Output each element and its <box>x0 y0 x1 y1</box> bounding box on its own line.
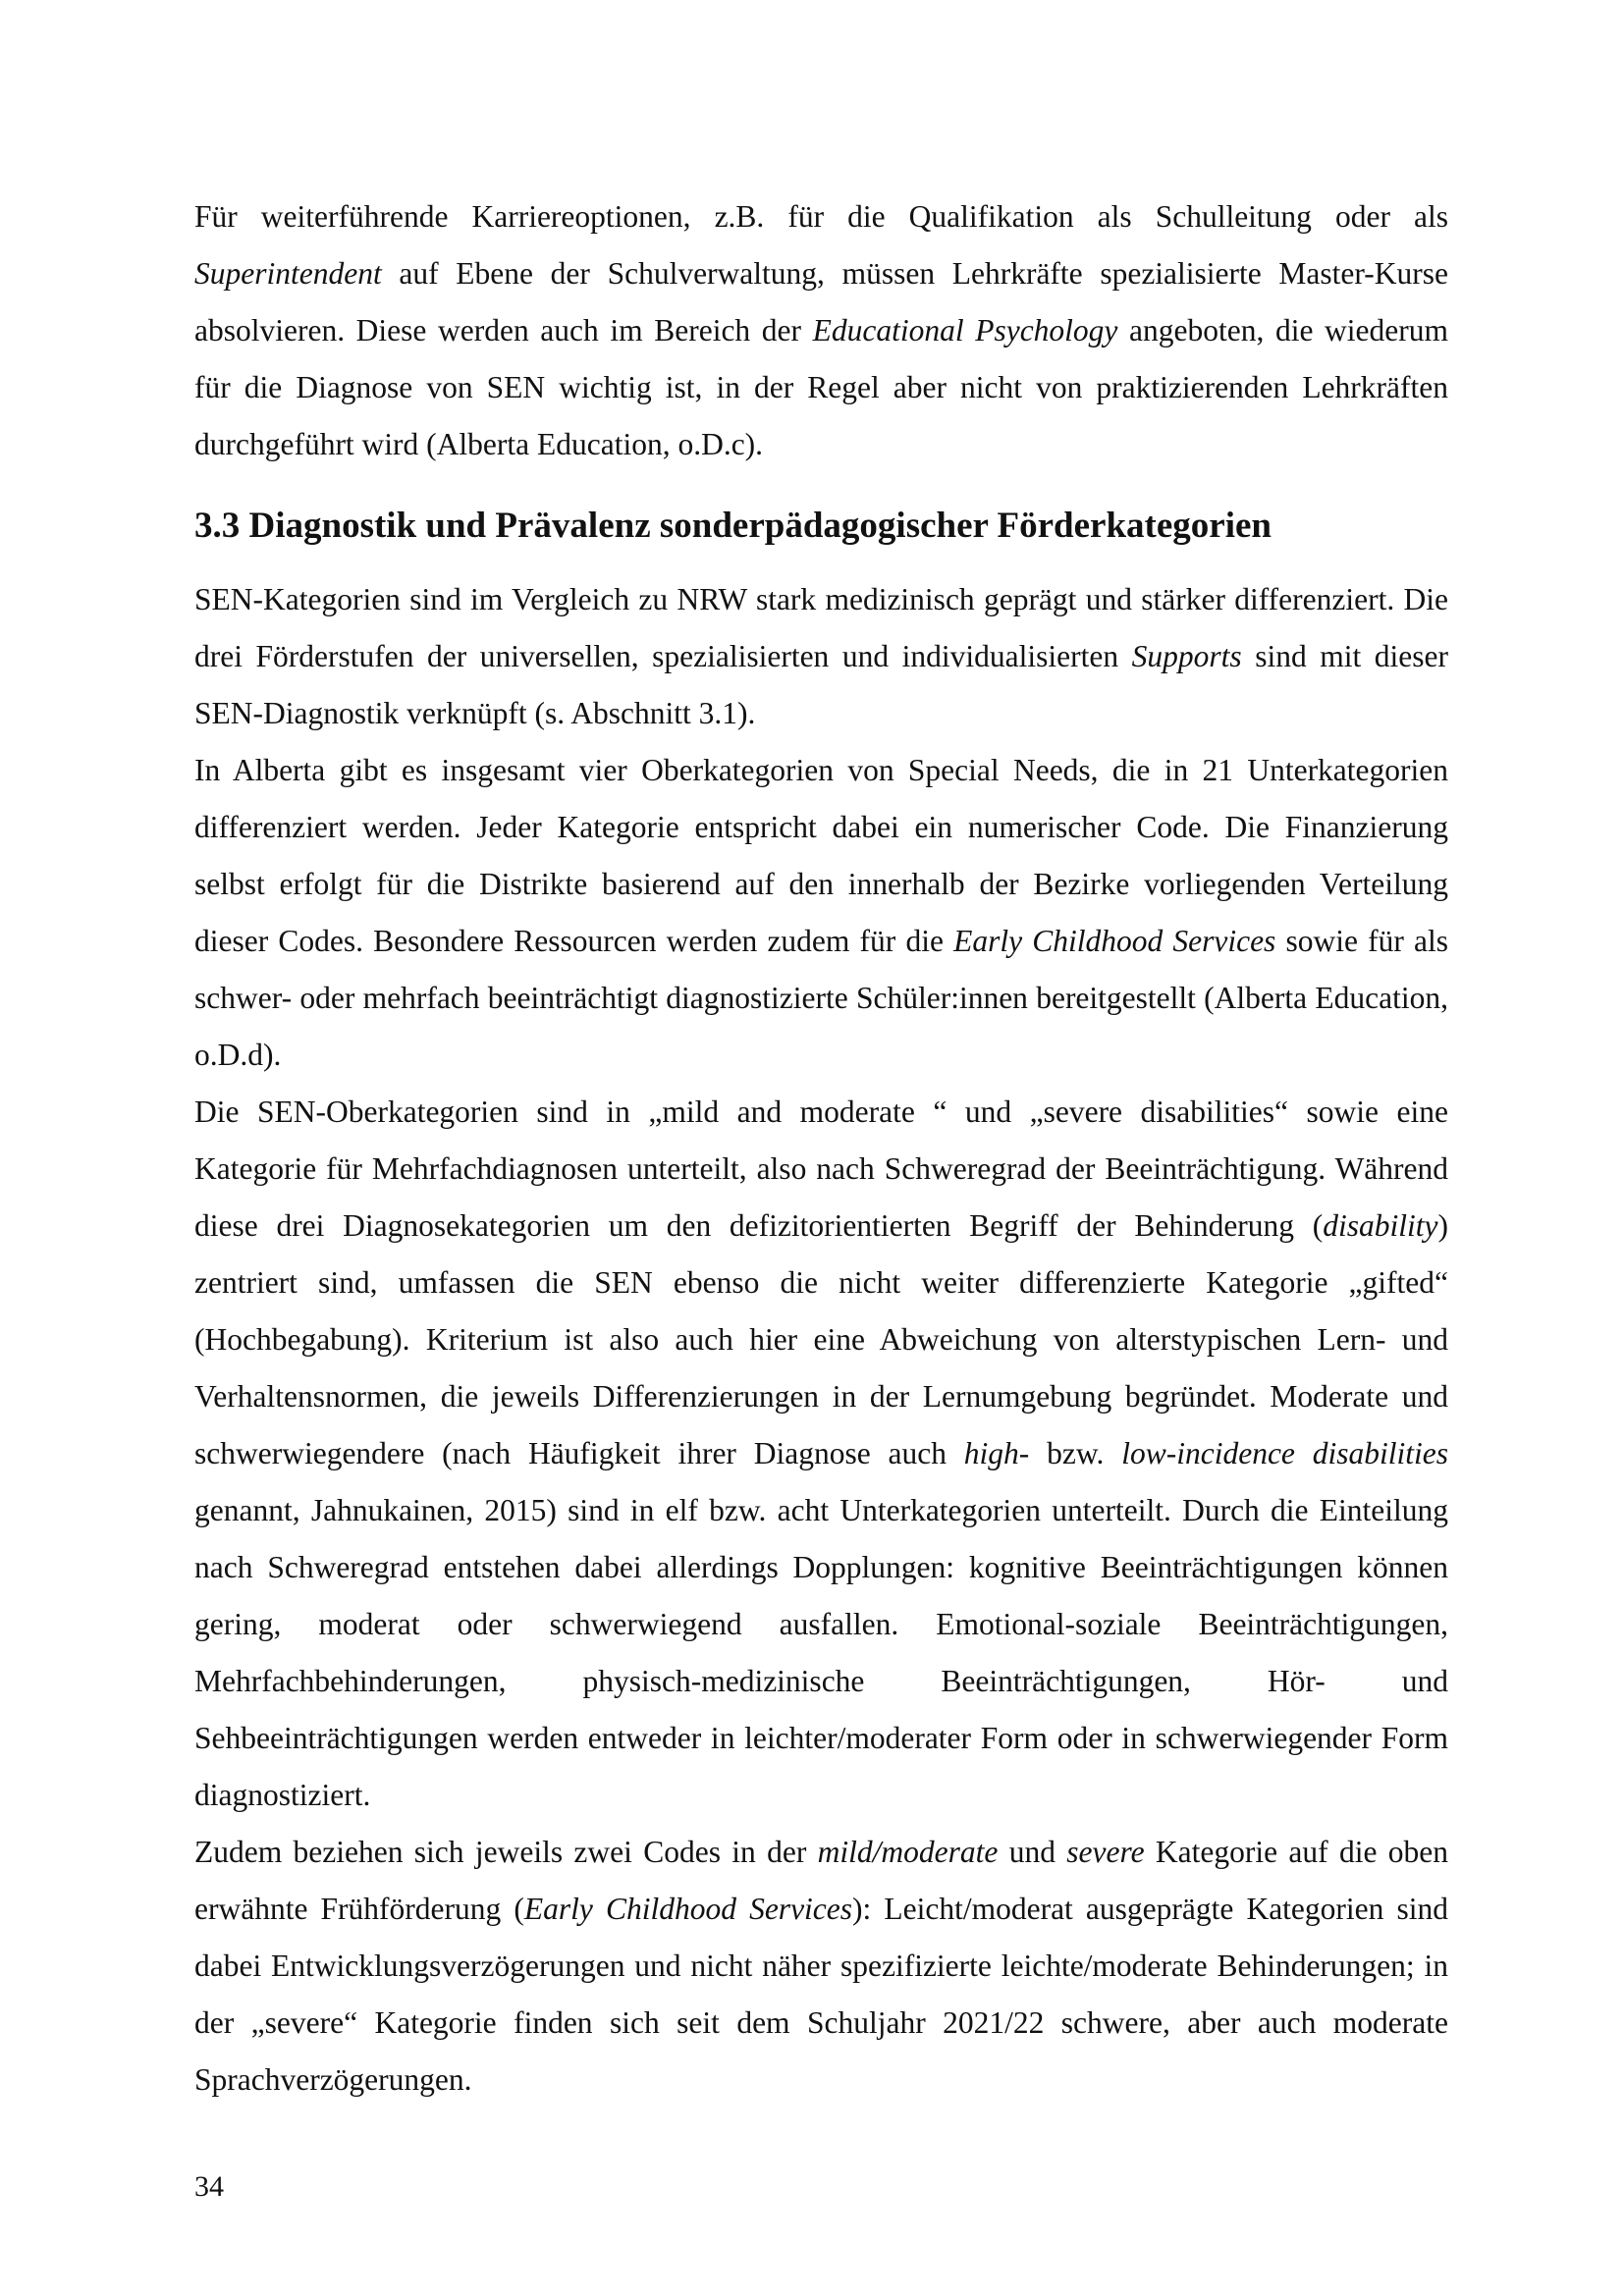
text-segment-italic: severe <box>1066 1835 1145 1869</box>
text-segment: ) zentriert sind, umfassen die SEN ebenso die nicht weiter differenzierte Kategorie „gifted“ (Hochbegabung). Kriterium ist also auch hier eine Abweichung von alterstypischen Lern- und Verhaltensnormen, die jeweils Differenzierungen in der Lernumgebung begründet. Moderate und schwerwiegendere (nach Häufigkeit ihrer Diagnose auch <box>194 1208 1448 1470</box>
text-segment: auf Ebene der Schulverwaltung, müssen Lehrkräfte spezialisierte Master-Kurse absolvieren. Diese werden auch im Bereich der <box>194 256 1448 347</box>
text-segment: sowie für als schwer- oder mehrfach beeinträchtigt diagnostizierte Schüler:innen bereitgestellt (Alberta Education, o.D.d). <box>194 924 1448 1072</box>
paragraph <box>194 571 1448 742</box>
text-segment-italic: Educational Psychology <box>812 313 1118 347</box>
section-body <box>194 571 1448 2109</box>
text-segment: angeboten, die wiederum für die Diagnose von SEN wichtig ist, in der Regel aber nicht von praktizierenden Lehrkräften durchgeführt wird (Alberta Education, o.D.c). <box>194 313 1448 461</box>
text-segment: bzw. <box>1029 1436 1122 1470</box>
text-segment-italic: mild/moderate <box>817 1835 999 1869</box>
text-segment: Für weiterführende Karriereoptionen, z.B. für die Qualifikation als Schulleitung oder als <box>194 199 1448 234</box>
text-segment-italic: Early Childhood Services <box>953 924 1276 958</box>
text-segment: sind mit dieser SEN-Diagnostik verknüpft (s. Abschnitt 3.1). <box>194 639 1448 730</box>
page-number: 34 <box>194 2170 224 2203</box>
text-segment: Kategorie auf die oben erwähnte Frühförderung ( <box>194 1835 1448 1926</box>
paragraph <box>194 1824 1448 2109</box>
text-segment-italic: high- <box>963 1436 1030 1470</box>
paragraph <box>194 1084 1448 1824</box>
paragraph <box>194 742 1448 1084</box>
intro-section <box>194 188 1448 473</box>
text-segment-italic: Early Childhood Services <box>523 1892 853 1926</box>
text-segment: ): Leicht/moderat ausgeprägte Kategorien sind dabei Entwicklungsverzögerungen und nicht näher spezifizierte leichte/moderate Behinderungen; in der „severe“ Kategorie finden sich seit dem Schuljahr 2021/22 schwere, aber auch moderate Sprachverzögerungen. <box>194 1892 1448 2097</box>
text-segment-italic: Supports <box>1131 639 1242 673</box>
text-segment-italic: low-incidence disabilities <box>1121 1436 1448 1470</box>
text-segment: Zudem beziehen sich jeweils zwei Codes in der <box>194 1835 818 1869</box>
text-segment: und <box>998 1835 1067 1869</box>
text-segment: genannt, Jahnukainen, 2015) sind in elf bzw. acht Unterkategorien unterteilt. Durch die Einteilung nach Schweregrad entstehen dabei allerdings Dopplungen: kognitive Beeinträchtigungen können gering, moderat oder schwerwiegend ausfallen. Emotional-soziale Beeinträchtigungen, Mehrfachbehinderungen, physisch-medizinische Beeinträchtigungen, Hör- und Sehbeeinträchtigungen werden entweder in leichter/moderater Form oder in schwerwiegender Form diagnostiziert. <box>194 1493 1448 1812</box>
text-segment: In Alberta gibt es insgesamt vier Oberkategorien von Special Needs, die in 21 Unterkategorien differenziert werden. Jeder Kategorie entspricht dabei ein numerischer Code. Die Finanzierung selbst erfolgt für die Distrikte basierend auf den innerhalb der Bezirke vorliegenden Verteilung dieser Codes. Besondere Ressourcen werden zudem für die <box>194 753 1448 958</box>
text-segment: SEN-Kategorien sind im Vergleich zu NRW stark medizinisch geprägt und stärker differenziert. Die drei Förderstufen der universellen, spezialisierten und individualisierten <box>194 582 1448 673</box>
section-heading: 3.3 Diagnostik und Prävalenz sonderpädagogischer Förderkategorien <box>194 506 1272 546</box>
text-segment-italic: Superintendent <box>194 256 382 291</box>
text-segment: Die SEN-Oberkategorien sind in „mild and moderate “ und „severe disabilities“ sowie eine Kategorie für Mehrfachdiagnosen unterteilt, also nach Schweregrad der Beeinträchtigung. Während diese drei Diagnosekategorien um den defizitorientierten Begriff der Behinderung ( <box>194 1095 1448 1243</box>
document-page <box>194 188 1448 2109</box>
text-segment-italic: disability <box>1323 1208 1438 1243</box>
paragraph <box>194 188 1448 473</box>
